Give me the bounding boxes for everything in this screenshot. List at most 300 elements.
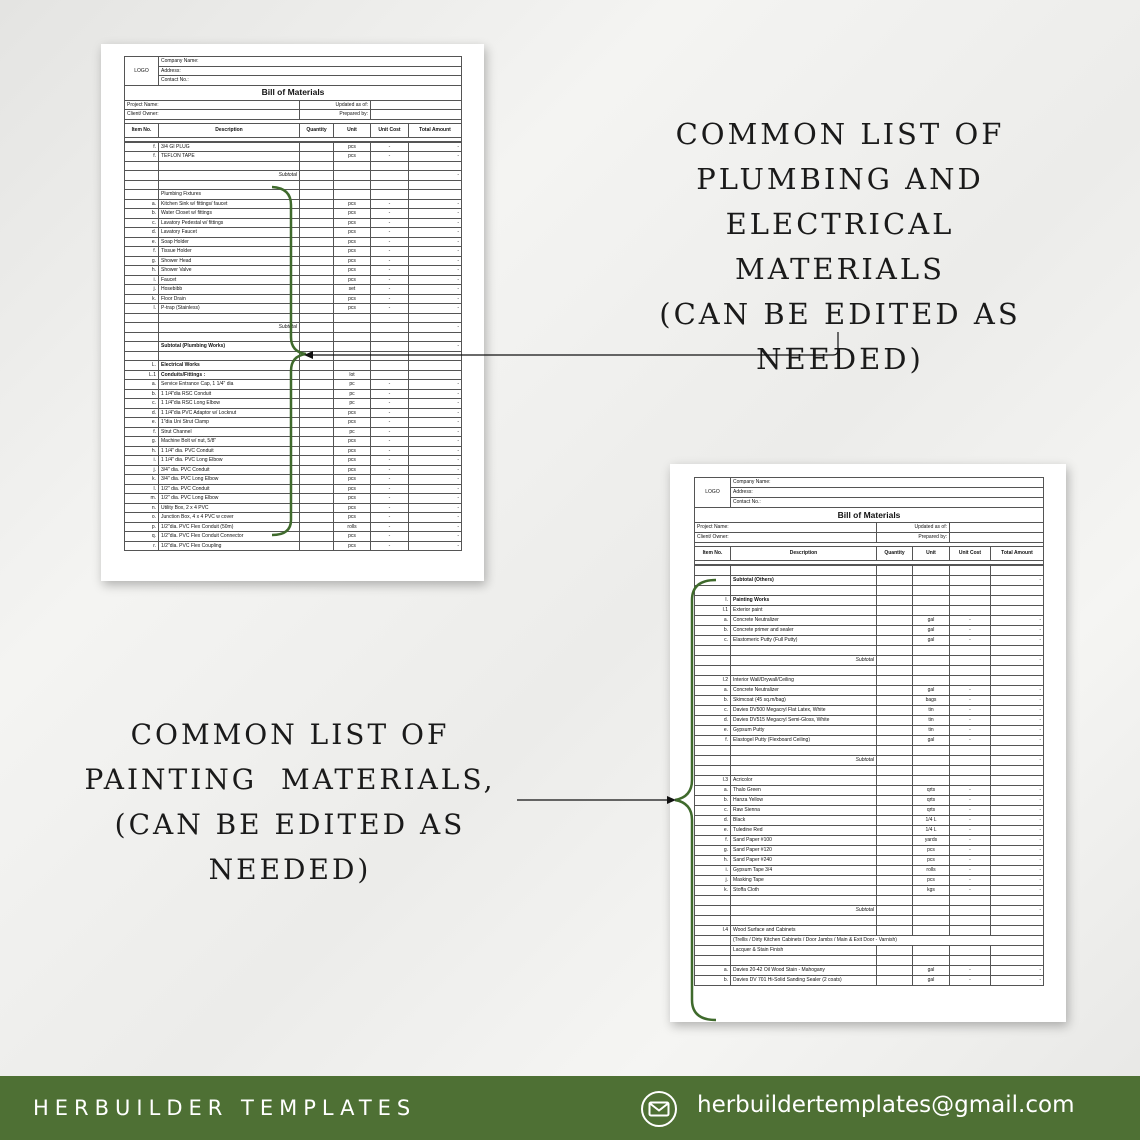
description-cell: Machine Bolt w/ nut, 5/8" (159, 437, 300, 447)
unit-cost-cell: - (371, 256, 409, 266)
description-cell: Painting Works (731, 596, 877, 606)
unit-cell: pcs (913, 846, 950, 856)
total-amount-cell: - (409, 522, 462, 532)
unit-cost-cell: - (371, 152, 409, 162)
unit-cell: pcs (334, 437, 371, 447)
address-label: Address: (731, 488, 1044, 498)
table-row (695, 826, 1044, 836)
unit-cell (913, 946, 950, 956)
unit-cost-cell: - (371, 285, 409, 295)
quantity-cell (300, 171, 334, 181)
table-row (695, 936, 1044, 946)
table-row (125, 494, 462, 504)
quantity-cell (877, 846, 913, 856)
unit-cell (913, 746, 950, 756)
unit-cell (913, 776, 950, 786)
unit-cost-cell: - (950, 966, 991, 976)
unit-cell (334, 190, 371, 200)
unit-cell: pcs (334, 294, 371, 304)
item-no-cell: g. (125, 437, 159, 447)
quantity-cell (300, 247, 334, 257)
table-row (695, 716, 1044, 726)
total-amount-cell: - (409, 285, 462, 295)
unit-cost-cell (950, 596, 991, 606)
item-no-cell: a. (695, 616, 731, 626)
unit-cost-cell (950, 776, 991, 786)
quantity-cell (877, 876, 913, 886)
table-row (695, 756, 1044, 766)
unit-cell: pc (334, 427, 371, 437)
unit-cost-cell (950, 916, 991, 926)
unit-cell (913, 606, 950, 616)
total-amount-cell: - (991, 816, 1044, 826)
unit-cost-cell: - (371, 408, 409, 418)
table-row (125, 532, 462, 542)
total-amount-cell: - (409, 304, 462, 314)
item-no-cell: b. (125, 389, 159, 399)
table-row (695, 776, 1044, 786)
unit-cost-cell: - (371, 275, 409, 285)
description-cell: 1 1/4"dia RSC Long Elbow (159, 399, 300, 409)
quantity-cell (300, 323, 334, 333)
item-no-cell: e. (125, 237, 159, 247)
updated-value (950, 523, 1044, 533)
heading-line: PLUMBING AND (696, 162, 984, 196)
description-cell: 1/2"dia. PVC Flex Conduit (50m) (159, 522, 300, 532)
quantity-cell (300, 380, 334, 390)
total-amount-cell: - (409, 342, 462, 352)
item-no-cell: c. (695, 806, 731, 816)
total-amount-cell: - (991, 576, 1044, 586)
item-no-cell: k. (695, 886, 731, 896)
total-amount-cell: - (409, 427, 462, 437)
total-amount-cell: - (991, 616, 1044, 626)
item-no-cell: c. (695, 706, 731, 716)
item-no-cell (125, 332, 159, 342)
unit-cost-cell (371, 323, 409, 333)
unit-cell: gal (913, 976, 950, 986)
unit-cost-cell (950, 666, 991, 676)
unit-cell: gal (913, 966, 950, 976)
description-cell: Gypsum Putty (731, 726, 877, 736)
item-no-cell: e. (125, 418, 159, 428)
description-cell: Lavatory Faucet (159, 228, 300, 238)
description-cell: Plumbing Fixtures (159, 190, 300, 200)
unit-cell (913, 576, 950, 586)
unit-cell (334, 171, 371, 181)
total-amount-cell (991, 896, 1044, 906)
item-no-cell (125, 190, 159, 200)
col-quantity: Quantity (300, 123, 334, 137)
description-cell (159, 351, 300, 361)
item-no-cell (695, 956, 731, 966)
total-amount-cell: - (991, 716, 1044, 726)
contact-label: Contact No.: (731, 498, 1044, 508)
heading-line: NEEDED) (208, 853, 372, 886)
unit-cell: tin (913, 726, 950, 736)
unit-cost-cell: - (371, 503, 409, 513)
description-cell: 1/2" dia. PVC Long Elbow (159, 494, 300, 504)
col-unit-cost: Unit Cost (950, 547, 991, 561)
unit-cost-cell (950, 946, 991, 956)
unit-cell (913, 896, 950, 906)
logo-placeholder: LOGO (695, 478, 731, 508)
items-table (124, 142, 462, 552)
table-row (125, 142, 462, 152)
table-row (125, 171, 462, 181)
table-row (695, 906, 1044, 916)
item-no-cell: a. (125, 380, 159, 390)
quantity-cell (877, 926, 913, 936)
total-amount-cell (991, 946, 1044, 956)
address-label: Address: (159, 66, 462, 76)
table-row (695, 676, 1044, 686)
unit-cell: pcs (334, 484, 371, 494)
table-row (695, 696, 1044, 706)
quantity-cell (300, 494, 334, 504)
unit-cost-cell: - (950, 736, 991, 746)
item-no-cell: k. (125, 475, 159, 485)
email-link[interactable]: herbuildertemplates@gmail.com (697, 1092, 1075, 1118)
prepared-by-label: Prepared by: (300, 110, 371, 120)
table-row (125, 294, 462, 304)
total-amount-cell: - (409, 171, 462, 181)
unit-cost-cell: - (371, 418, 409, 428)
table-row (695, 976, 1044, 986)
unit-cell (913, 646, 950, 656)
unit-cell (913, 916, 950, 926)
quantity-cell (877, 956, 913, 966)
item-no-cell: q. (125, 532, 159, 542)
unit-cell (913, 586, 950, 596)
unit-cost-cell: - (950, 846, 991, 856)
item-no-cell (125, 342, 159, 352)
total-amount-cell: - (409, 494, 462, 504)
table-row (125, 332, 462, 342)
description-cell: 1 1/4"dia PVC Adaptor w/ Locknut (159, 408, 300, 418)
unit-cell (913, 766, 950, 776)
description-cell: Skimcoat (45 sq.m/bag) (731, 696, 877, 706)
item-no-cell (695, 656, 731, 666)
total-amount-cell: - (409, 228, 462, 238)
document (694, 477, 1043, 986)
description-cell (159, 180, 300, 190)
table-row (695, 666, 1044, 676)
quantity-cell (877, 906, 913, 916)
table-row (695, 956, 1044, 966)
quantity-cell (877, 766, 913, 776)
table-row (125, 456, 462, 466)
unit-cost-cell: - (950, 616, 991, 626)
unit-cost-cell: - (950, 976, 991, 986)
total-amount-cell: - (409, 465, 462, 475)
description-cell: Sand Paper #240 (731, 856, 877, 866)
document-title: Bill of Materials (695, 508, 1044, 523)
table-row (125, 427, 462, 437)
description-cell: Thalo Green (731, 786, 877, 796)
quantity-cell (877, 566, 913, 576)
table-row (125, 475, 462, 485)
total-amount-cell: - (991, 876, 1044, 886)
item-no-cell: j. (125, 285, 159, 295)
unit-cost-cell: - (950, 796, 991, 806)
description-cell: Subtotal (Plumbing Works) (159, 342, 300, 352)
unit-cost-cell (950, 756, 991, 766)
description-cell: Kitchen Sink w/ fittings/ faucet (159, 199, 300, 209)
item-no-cell: j. (695, 876, 731, 886)
unit-cost-cell: - (950, 696, 991, 706)
description-cell: Gypsum Tape 3/4 (731, 866, 877, 876)
item-no-cell (125, 313, 159, 323)
quantity-cell (300, 142, 334, 152)
description-cell: Sand Paper #100 (731, 836, 877, 846)
total-amount-cell (409, 370, 462, 380)
item-no-cell: f. (695, 836, 731, 846)
quantity-cell (300, 266, 334, 276)
unit-cell: pcs (913, 856, 950, 866)
table-row (695, 746, 1044, 756)
quantity-cell (300, 190, 334, 200)
unit-cell (913, 906, 950, 916)
logo-placeholder: LOGO (125, 57, 159, 86)
description-cell: Concrete Neutralizer (731, 616, 877, 626)
total-amount-cell: - (991, 626, 1044, 636)
description-cell: Masking Tape (731, 876, 877, 886)
total-amount-cell: - (991, 636, 1044, 646)
spacer (695, 561, 1044, 565)
total-amount-cell: - (409, 275, 462, 285)
table-row (125, 161, 462, 171)
unit-cost-cell: - (950, 686, 991, 696)
quantity-cell (877, 856, 913, 866)
description-cell: 1 1/4" dia. PVC Long Elbow (159, 456, 300, 466)
description-cell (731, 646, 877, 656)
unit-cell (334, 313, 371, 323)
total-amount-cell (991, 746, 1044, 756)
description-cell: TEFLON TAPE (159, 152, 300, 162)
total-amount-cell (409, 351, 462, 361)
unit-cell: pcs (334, 475, 371, 485)
unit-cell (913, 666, 950, 676)
unit-cell (334, 342, 371, 352)
heading-line: NEEDED) (756, 342, 924, 376)
description-cell: P-trap (Stainless) (159, 304, 300, 314)
item-no-cell: i. (125, 275, 159, 285)
unit-cost-cell: - (371, 522, 409, 532)
description-cell (731, 956, 877, 966)
table-row (695, 856, 1044, 866)
quantity-cell (300, 513, 334, 523)
quantity-cell (877, 756, 913, 766)
item-no-cell (695, 906, 731, 916)
table-row (695, 876, 1044, 886)
description-cell: (Trellis / Dirty Kitchen Cabinets / Door Jambs / Main & Exit Door - Varnish) (731, 936, 1044, 946)
total-amount-cell: - (991, 706, 1044, 716)
description-cell: Soap Holder (159, 237, 300, 247)
unit-cost-cell: - (371, 294, 409, 304)
unit-cost-cell (371, 180, 409, 190)
unit-cell: pcs (334, 142, 371, 152)
quantity-cell (877, 886, 913, 896)
description-cell: Stoffa Cloth (731, 886, 877, 896)
quantity-cell (877, 636, 913, 646)
table-row (125, 342, 462, 352)
description-cell: Lavatory Pedestal w/ fittings (159, 218, 300, 228)
quantity-cell (300, 313, 334, 323)
unit-cost-cell (371, 361, 409, 371)
item-no-cell (695, 646, 731, 656)
description-cell: Strut Channel (159, 427, 300, 437)
unit-cell: set (334, 285, 371, 295)
table-row (695, 786, 1044, 796)
item-no-cell: I. (695, 596, 731, 606)
unit-cost-cell: - (950, 876, 991, 886)
unit-cell: pcs (334, 418, 371, 428)
total-amount-cell: - (409, 532, 462, 542)
item-no-cell (125, 323, 159, 333)
total-amount-cell: - (991, 866, 1044, 876)
total-amount-cell (409, 313, 462, 323)
quantity-cell (300, 285, 334, 295)
table-row (695, 656, 1044, 666)
updated-label: Updated as of: (877, 523, 950, 533)
col-description: Description (159, 123, 300, 137)
total-amount-cell (991, 646, 1044, 656)
total-amount-cell: - (991, 786, 1044, 796)
description-cell (731, 586, 877, 596)
quantity-cell (877, 946, 913, 956)
description-cell: Elastomeric Putty (Full Putty) (731, 636, 877, 646)
bill-of-materials-page-painting (670, 464, 1066, 1022)
unit-cost-cell: - (371, 209, 409, 219)
quantity-cell (877, 576, 913, 586)
item-no-cell: I.2 (695, 676, 731, 686)
unit-cell (913, 656, 950, 666)
quantity-cell (300, 361, 334, 371)
unit-cost-cell: - (950, 856, 991, 866)
unit-cost-cell: - (371, 389, 409, 399)
description-cell: Concrete primer and sealer (731, 626, 877, 636)
description-cell: Davies DV515 Megacryl Semi-Gloss, White (731, 716, 877, 726)
total-amount-cell: - (991, 686, 1044, 696)
unit-cost-cell (371, 332, 409, 342)
unit-cell: pcs (334, 503, 371, 513)
total-amount-cell (991, 956, 1044, 966)
table-row (695, 886, 1044, 896)
total-amount-cell (409, 361, 462, 371)
unit-cost-cell: - (371, 427, 409, 437)
bill-of-materials-page-plumbing-electrical (101, 44, 484, 581)
table-row (695, 966, 1044, 976)
total-amount-cell (991, 926, 1044, 936)
unit-cell: pcs (334, 218, 371, 228)
description-cell (159, 332, 300, 342)
total-amount-cell: - (991, 756, 1044, 766)
quantity-cell (877, 656, 913, 666)
total-amount-cell: - (991, 966, 1044, 976)
total-amount-cell (409, 161, 462, 171)
unit-cost-cell (371, 351, 409, 361)
description-cell: Interior Wall/Drywall/Ceiling (731, 676, 877, 686)
total-amount-cell: - (409, 266, 462, 276)
unit-cell (334, 332, 371, 342)
description-cell: 1/2"dia. PVC Flex Coupling (159, 541, 300, 551)
table-row (125, 465, 462, 475)
total-amount-cell: - (409, 484, 462, 494)
unit-cost-cell (950, 766, 991, 776)
description-cell: Lacquer & Stain Finish (731, 946, 877, 956)
doc-header-table (694, 477, 1044, 565)
quantity-cell (877, 726, 913, 736)
table-row (125, 389, 462, 399)
doc-header-table (124, 56, 462, 142)
table-row (125, 266, 462, 276)
description-cell: Tuledine Red (731, 826, 877, 836)
description-cell: Tissue Holder (159, 247, 300, 257)
description-cell: 1/2"dia. PVC Flex Conduit Connector (159, 532, 300, 542)
col-unit: Unit (334, 123, 371, 137)
document-title: Bill of Materials (125, 85, 462, 100)
item-no-cell: L.1 (125, 370, 159, 380)
total-amount-cell: - (409, 209, 462, 219)
quantity-cell (300, 161, 334, 171)
unit-cell: pc (334, 380, 371, 390)
description-cell: Exterior paint (731, 606, 877, 616)
quantity-cell (877, 646, 913, 656)
item-no-cell: b. (125, 209, 159, 219)
quantity-cell (300, 332, 334, 342)
item-no-cell: i. (695, 866, 731, 876)
table-row (125, 399, 462, 409)
quantity-cell (300, 304, 334, 314)
unit-cell (913, 926, 950, 936)
table-row (125, 522, 462, 532)
total-amount-cell: - (991, 846, 1044, 856)
item-no-cell (695, 586, 731, 596)
table-row (695, 686, 1044, 696)
unit-cost-cell: - (371, 247, 409, 257)
quantity-cell (300, 256, 334, 266)
quantity-cell (300, 418, 334, 428)
client-owner-label: Client/ Owner: (125, 110, 300, 120)
unit-cost-cell: - (950, 826, 991, 836)
items-table-body (695, 566, 1044, 986)
quantity-cell (877, 896, 913, 906)
heading-line: (CAN BE EDITED AS (114, 808, 466, 841)
table-row (125, 152, 462, 162)
description-cell: Subtotal (159, 323, 300, 333)
quantity-cell (877, 716, 913, 726)
unit-cell (913, 756, 950, 766)
total-amount-cell: - (991, 826, 1044, 836)
description-cell: Shower Head (159, 256, 300, 266)
item-no-cell (695, 936, 731, 946)
item-no-cell: f. (125, 247, 159, 257)
unit-cell: 1/4 L (913, 816, 950, 826)
item-no-cell (695, 896, 731, 906)
unit-cost-cell: - (371, 541, 409, 551)
unit-cost-cell: - (371, 513, 409, 523)
description-cell: 1 1/4" dia. PVC Conduit (159, 446, 300, 456)
quantity-cell (877, 816, 913, 826)
table-row (125, 275, 462, 285)
description-cell: Junction Box, 4 x 4 PVC w cover (159, 513, 300, 523)
unit-cell: pcs (334, 266, 371, 276)
unit-cell: pc (334, 399, 371, 409)
item-no-cell (125, 351, 159, 361)
table-row (695, 566, 1044, 576)
total-amount-cell: - (991, 886, 1044, 896)
